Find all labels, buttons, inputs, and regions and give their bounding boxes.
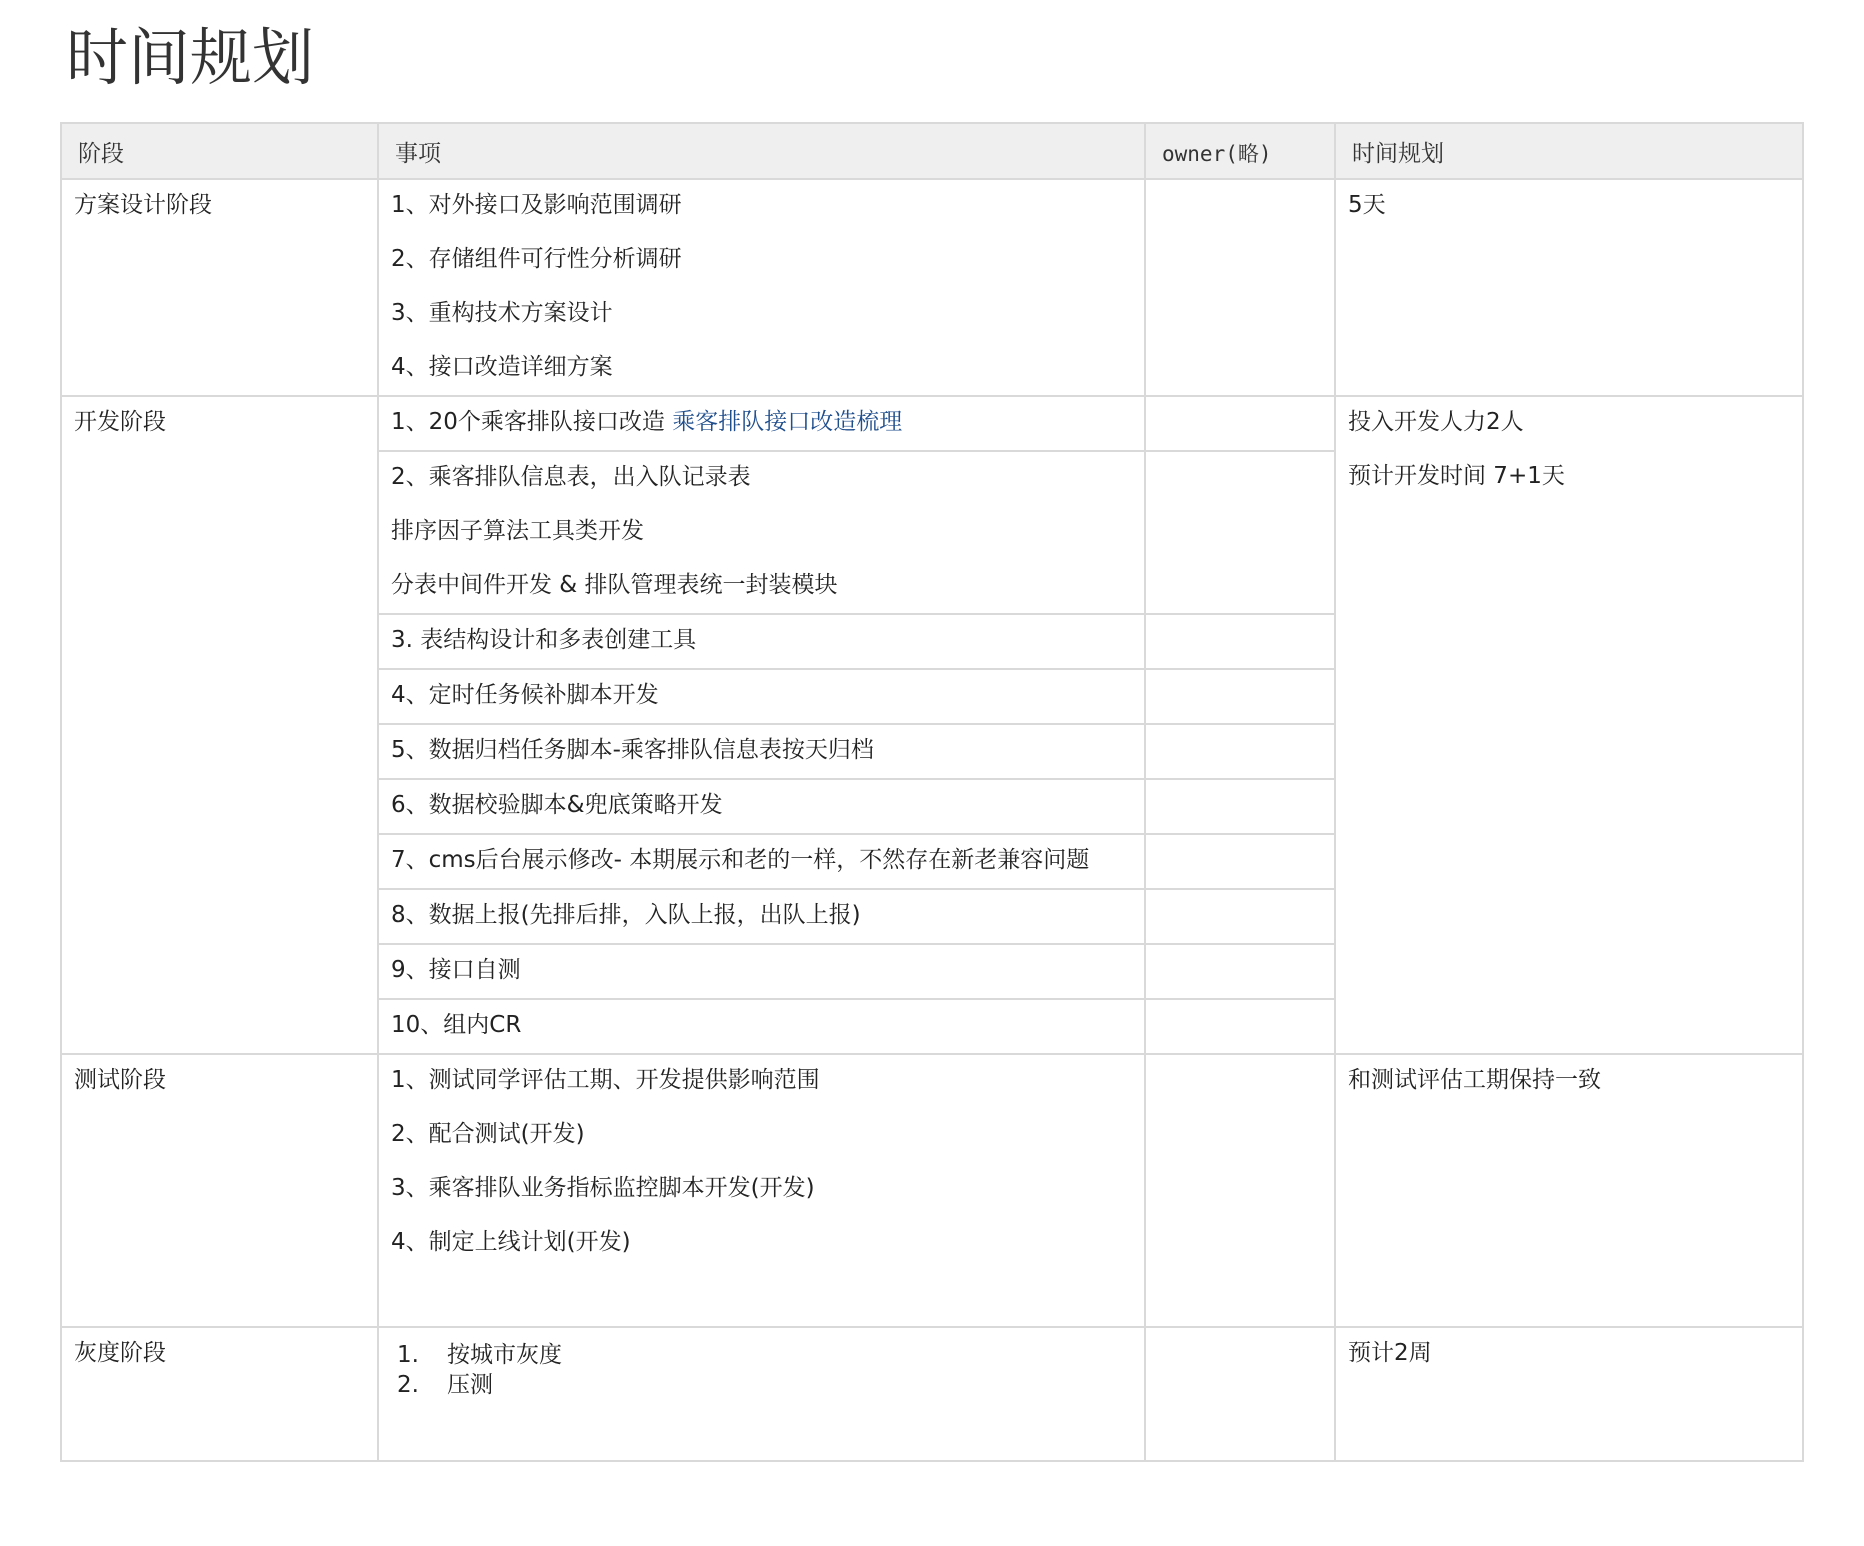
stage-cell-dev bbox=[61, 396, 378, 1054]
stage-cell-test bbox=[61, 1054, 378, 1327]
list-text: 压测 bbox=[447, 1372, 493, 1398]
time-cell-test bbox=[1335, 1054, 1803, 1327]
list-item: 2、乘客排队信息表，出入队记录表 bbox=[391, 464, 751, 490]
time-value: 投入开发人力2人 bbox=[1348, 409, 1524, 435]
items-cell-gray bbox=[378, 1327, 1145, 1461]
list-item: 4、制定上线计划(开发) bbox=[391, 1229, 631, 1255]
stage-label: 开发阶段 bbox=[74, 409, 166, 435]
schedule-table bbox=[60, 122, 1804, 1462]
list-item bbox=[391, 1370, 1132, 1400]
list-item: 4、定时任务候补脚本开发 bbox=[391, 682, 659, 708]
items-cell-dev-2 bbox=[378, 451, 1145, 614]
owner-cell-test bbox=[1145, 1054, 1335, 1327]
blank-line bbox=[391, 1271, 1132, 1326]
table-row-gray bbox=[61, 1327, 1803, 1461]
table-row-test bbox=[61, 1054, 1803, 1327]
header-items: 事项 bbox=[378, 123, 1145, 179]
list-item: 5、数据归档任务脚本-乘客排队信息表按天归档 bbox=[391, 737, 874, 763]
list-item bbox=[391, 1340, 1132, 1370]
time-value: 预计开发时间 7+1天 bbox=[1348, 463, 1565, 489]
table-header-row bbox=[61, 123, 1803, 179]
owner-cell bbox=[1145, 396, 1335, 451]
list-number: 2. bbox=[397, 1372, 419, 1398]
list-item: 2、配合测试(开发) bbox=[391, 1121, 585, 1147]
header-stage: 阶段 bbox=[61, 123, 378, 179]
list-item: 7、cms后台展示修改- 本期展示和老的一样，不然存在新老兼容问题 bbox=[391, 847, 1090, 873]
items-cell bbox=[378, 614, 1145, 669]
owner-cell bbox=[1145, 834, 1335, 889]
list-item: 9、接口自测 bbox=[391, 957, 521, 983]
list-item: 6、数据校验脚本&兜底策略开发 bbox=[391, 792, 723, 818]
list-item: 1、测试同学评估工期、开发提供影响范围 bbox=[391, 1067, 820, 1093]
owner-cell bbox=[1145, 779, 1335, 834]
list-item: 10、组内CR bbox=[391, 1012, 522, 1038]
items-cell bbox=[378, 834, 1145, 889]
list-text: 按城市灰度 bbox=[447, 1342, 562, 1368]
time-cell-gray bbox=[1335, 1327, 1803, 1461]
list-item: 2、存储组件可行性分析调研 bbox=[391, 246, 682, 272]
time-cell-dev bbox=[1335, 396, 1803, 1054]
item-text: 1、20个乘客排队接口改造 bbox=[391, 409, 673, 435]
list-item: 4、接口改造详细方案 bbox=[391, 354, 613, 380]
list-item: 分表中间件开发 & 排队管理表统一封装模块 bbox=[391, 572, 838, 598]
owner-cell bbox=[1145, 889, 1335, 944]
header-time: 时间规划 bbox=[1335, 123, 1803, 179]
list-item: 3、乘客排队业务指标监控脚本开发(开发) bbox=[391, 1175, 815, 1201]
items-cell-design bbox=[378, 179, 1145, 396]
blank-space bbox=[391, 1400, 1132, 1460]
stage-label: 灰度阶段 bbox=[74, 1340, 166, 1366]
owner-cell bbox=[1145, 614, 1335, 669]
stage-cell-gray bbox=[61, 1327, 378, 1461]
list-item: 1、对外接口及影响范围调研 bbox=[391, 192, 682, 218]
items-cell-test bbox=[378, 1054, 1145, 1327]
owner-cell-gray bbox=[1145, 1327, 1335, 1461]
items-cell bbox=[378, 669, 1145, 724]
owner-cell bbox=[1145, 999, 1335, 1054]
time-value: 预计2周 bbox=[1348, 1340, 1432, 1366]
list-item: 3、重构技术方案设计 bbox=[391, 300, 613, 326]
stage-label: 方案设计阶段 bbox=[74, 192, 212, 218]
time-value: 5天 bbox=[1348, 192, 1386, 218]
owner-cell-design bbox=[1145, 179, 1335, 396]
header-owner: owner(略) bbox=[1145, 123, 1335, 179]
time-value: 和测试评估工期保持一致 bbox=[1348, 1067, 1601, 1093]
owner-cell bbox=[1145, 724, 1335, 779]
owner-cell bbox=[1145, 669, 1335, 724]
list-item: 排序因子算法工具类开发 bbox=[391, 518, 644, 544]
owner-cell bbox=[1145, 451, 1335, 614]
table-row-dev-1 bbox=[61, 396, 1803, 451]
owner-cell bbox=[1145, 944, 1335, 999]
time-cell-design bbox=[1335, 179, 1803, 396]
stage-cell-design bbox=[61, 179, 378, 396]
doc-link[interactable]: 乘客排队接口改造梳理 bbox=[672, 409, 903, 435]
stage-label: 测试阶段 bbox=[74, 1067, 166, 1093]
items-cell bbox=[378, 944, 1145, 999]
items-cell bbox=[378, 889, 1145, 944]
list-number: 1. bbox=[397, 1342, 419, 1368]
items-cell bbox=[378, 724, 1145, 779]
ordered-list bbox=[391, 1328, 1132, 1400]
list-item: 3. 表结构设计和多表创建工具 bbox=[391, 627, 697, 653]
list-item: 8、数据上报(先排后排，入队上报，出队上报) bbox=[391, 902, 861, 928]
items-cell bbox=[378, 779, 1145, 834]
page-title: 时间规划 bbox=[66, 21, 315, 94]
items-cell bbox=[378, 999, 1145, 1054]
items-cell-dev-1 bbox=[378, 396, 1145, 451]
table-row-design bbox=[61, 179, 1803, 396]
list-item bbox=[391, 397, 1132, 450]
